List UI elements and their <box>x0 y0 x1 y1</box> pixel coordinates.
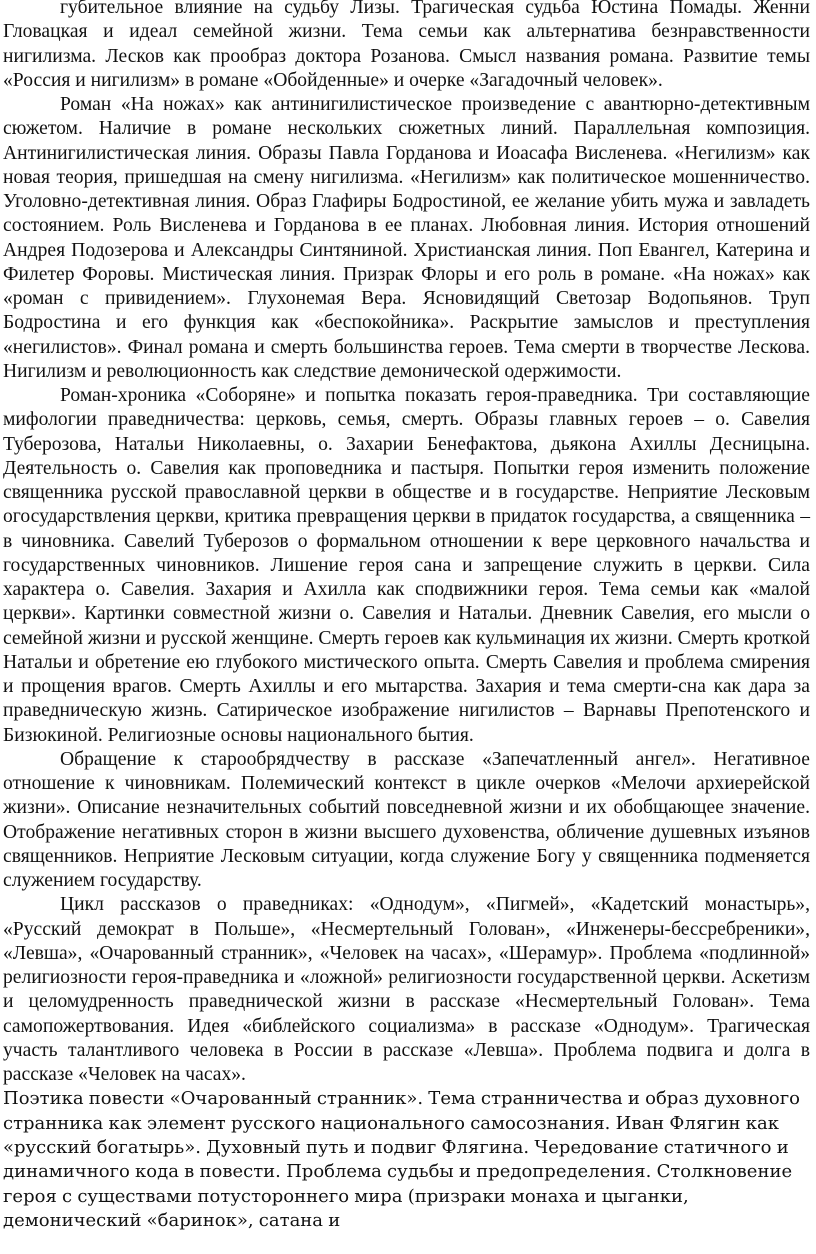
paragraph-ocharovanny-strannik: Поэтика повести «Очарованный странник». Тема странничества и образ духовного странника как элемент русского национального самосознания. Иван Флягин как «русский богатырь». Духовный путь и подвиг Флягина. Чередование статичного и динамичного кода в повести. Проблема судьбы и предопределения. Столкновение героя с существами потустороннего мира (призраки монаха и цыганки, демонический «баринок», сатана и <box>3 1088 800 1232</box>
paragraph-lizа-fate: губительное влияние на судьбу Лизы. Трагическая судьба Юстина Помады. Женни Гловацкая и идеал семейной жизни. Тема семьи как альтернатива безнравственности нигилизма. Лесков как прообраз доктора Розанова. Смысл названия романа. Развитие темы «Россия и нигилизм» в романе «Обойденные» и очерке «Загадочный человек». <box>3 0 810 91</box>
paragraph-pravedniki-cycle: Цикл рассказов о праведниках: «Однодум», «Пигмей», «Кадетский монастырь», «Русский демократ в Польше», «Несмертельный Голован», «Инженеры-бессребреники», «Левша», «Очарованный странник», «Человек на часах», «Шерамур». Проблема «подлинной» религиозности героя-праведника и «ложной» религиозности государственной церкви. Аскетизм и целомудренность праведнической жизни в рассказе «Несмертельный Голован». Тема самопожертвования. Идея «библейского социализма» в рассказе «Однодум». Трагическая участь талантливого человека в России в рассказе «Левша». Проблема подвига и долга в рассказе «Человек на часах». <box>3 894 810 1085</box>
paragraph-soboryane: Роман-хроника «Соборяне» и попытка показать героя-праведника. Три составляющие мифологии праведничества: церковь, семья, смерть. Образы главных героев – о. Савелия Туберозова, Натальи Николаевны, о. Захарии Бенефактова, дьякона Ахиллы Десницына. Деятельность о. Савелия как проповедника и пастыря. Попытки героя изменить положение священника русской православной церкви в обществе и в государстве. Неприятие Лесковым огосударствления церкви, критика превращения церкви в придаток государства, а священника – в чиновника. Савелий Туберозов о формальном отношении к вере церковного начальства и государственных чиновников. Лишение героя сана и запрещение служить в церкви. Сила характера о. Савелия. Захария и Ахилла как сподвижники героя. Тема семьи как «малой церкви». Картинки совместной жизни о. Савелия и Натальи. Дневник Савелия, его мысли о семейной жизни и русской женщине. Смерть героев как кульминация их жизни. Смерть кроткой Натальи и обретение ею глубокого мистического опыта. Смерть Савелия и проблема смирения и прощения врагов. Смерть Ахиллы и его мытарства. Захария и тема смерти-сна как дара за праведническую жизнь. Сатирическое изображение нигилистов – Варнавы Препотенского и Бизюкиной. Религиозные основы национального бытия. <box>3 385 810 746</box>
paragraph-zapechatlenny-angel: Обращение к старообрядчеству в рассказе «Запечатленный ангел». Негативное отношение к чиновникам. Полемический контекст в цикле очерков «Мелочи архиерейской жизни». Описание незначительных событий повседневной жизни и их обобщающее значение. Отображение негативных сторон в жизни высшего духовенства, обличение душевных изъянов священников. Неприятие Лесковым ситуации, когда служение Богу у священника подменяется служением государству. <box>3 748 810 891</box>
paragraph-na-nozhakh: Роман «На ножах» как антинигилистическое произведение с авантюрно-детективным сюжетом. Наличие в романе нескольких сюжетных линий. Параллельная композиция. Антинигилистическая линия. Образы Павла Горданова и Иоасафа Висленева. «Негилизм» как новая теория, пришедшая на смену нигилизма. «Негилизм» как политическое мошенничество. Уголовно-детективная линия. Образ Глафиры Бодростиной, ее желание убить мужа и завладеть состоянием. Роль Висленева и Горданова в ее планах. Любовная линия. История отношений Андрея Подозерова и Александры Синтяниной. Христианская линия. Поп Евангел, Катерина и Филетер Форовы. Мистическая линия. Призрак Флоры и его роль в романе. «На ножах» как «роман с привидением». Глухонемая Вера. Ясновидящий Светозар Водопьянов. Труп Бодростина и его функция как «беспокойника». Раскрытие замыслов и преступления «негилистов». Финал романа и смерть большинства героев. Тема смерти в творчестве Лескова. Нигилизм и революционность как следствие демонической одержимости. <box>3 94 810 382</box>
